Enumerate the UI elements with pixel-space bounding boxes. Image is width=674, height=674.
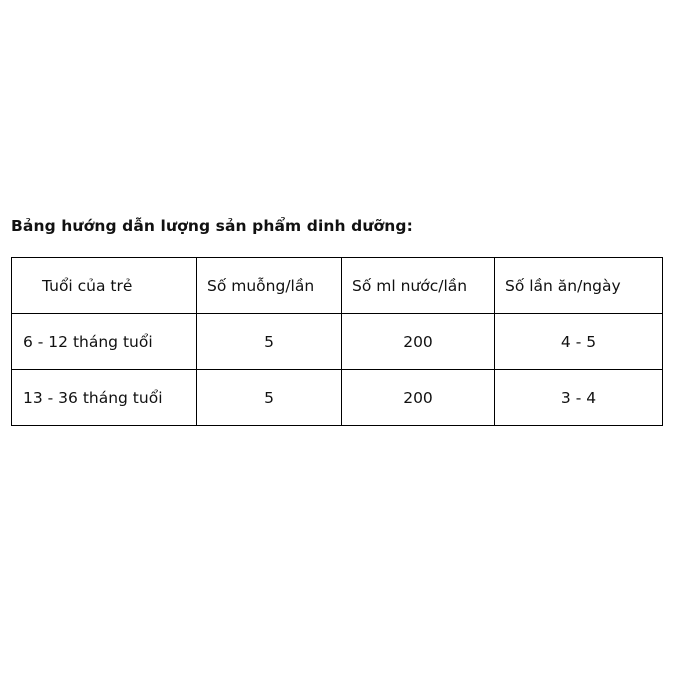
table-header-row bbox=[12, 258, 663, 314]
cell-times-per-day: 3 - 4 bbox=[495, 370, 663, 426]
cell-water: 200 bbox=[342, 370, 495, 426]
column-header-scoops: Số muỗng/lần bbox=[197, 258, 342, 314]
page-title: Bảng hướng dẫn lượng sản phẩm dinh dưỡng: bbox=[11, 217, 413, 235]
table-row bbox=[12, 314, 663, 370]
cell-scoops: 5 bbox=[197, 370, 342, 426]
column-header-age: Tuổi của trẻ bbox=[12, 258, 197, 314]
table-row bbox=[12, 370, 663, 426]
cell-water: 200 bbox=[342, 314, 495, 370]
cell-times-per-day: 4 - 5 bbox=[495, 314, 663, 370]
nutrition-guide-table bbox=[11, 257, 663, 426]
column-header-water: Số ml nước/lần bbox=[342, 258, 495, 314]
column-header-times-per-day: Số lần ăn/ngày bbox=[495, 258, 663, 314]
table-body bbox=[12, 314, 663, 426]
cell-age: 13 - 36 tháng tuổi bbox=[12, 370, 197, 426]
cell-age: 6 - 12 tháng tuổi bbox=[12, 314, 197, 370]
cell-scoops: 5 bbox=[197, 314, 342, 370]
table-header bbox=[12, 258, 663, 314]
